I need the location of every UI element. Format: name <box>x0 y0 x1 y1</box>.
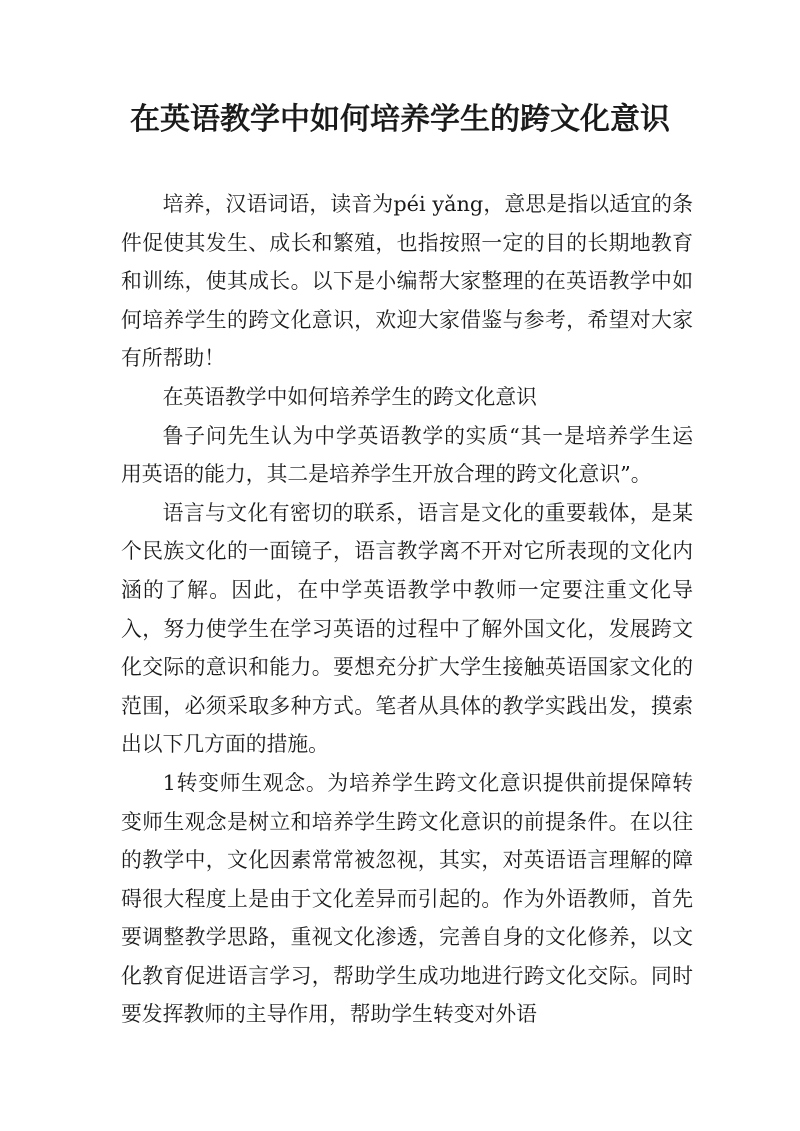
paragraph-intro: 培养，汉语词语，读音为péi yǎng，意思是指以适宜的条件促使其发生、成长和繁殖，也指按照一定的目的长期地教育和训练，使其成长。以下是小编帮大家整理的在英语教学中如何培养学生的跨文化意识，欢迎大家借鉴与参考，希望对大家有所帮助！ <box>121 192 693 371</box>
paragraph-quote: 鲁子问先生认为中学英语教学的实质“其一是培养学生运用英语的能力，其二是培养学生开放合理的跨文化意识”。 <box>121 423 693 487</box>
document-title: 在英语教学中如何培养学生的跨文化意识 <box>130 102 670 137</box>
paragraph-subtitle: 在英语教学中如何培养学生的跨文化意识 <box>162 384 537 409</box>
paragraph-section-1: 1转变师生观念。为培养学生跨文化意识提供前提保障转变师生观念是树立和培养学生跨文化意识的前提条件。在以往的教学中，文化因素常常被忽视，其实，对英语语言理解的障碍很大程度上是由于文化差异而引起的。作为外语教师，首先要调整教学思路，重视文化渗透，完善自身的文化修养，以文化教育促进语言学习，帮助学生成功地进行跨文化交际。同时要发挥教师的主导作用，帮助学生转变对外语 <box>121 770 693 1027</box>
document-body <box>121 185 693 1034</box>
paragraph-language-culture: 语言与文化有密切的联系，语言是文化的重要载体，是某个民族文化的一面镜子，语言教学离不开对它所表现的文化内涵的了解。因此，在中学英语教学中教师一定要注重文化导入，努力使学生在学习英语的过程中了解外国文化，发展跨文化交际的意识和能力。要想充分扩大学生接触英语国家文化的范围，必须采取多种方式。笔者从具体的教学实践出发，摸索出以下几方面的措施。 <box>121 500 693 757</box>
